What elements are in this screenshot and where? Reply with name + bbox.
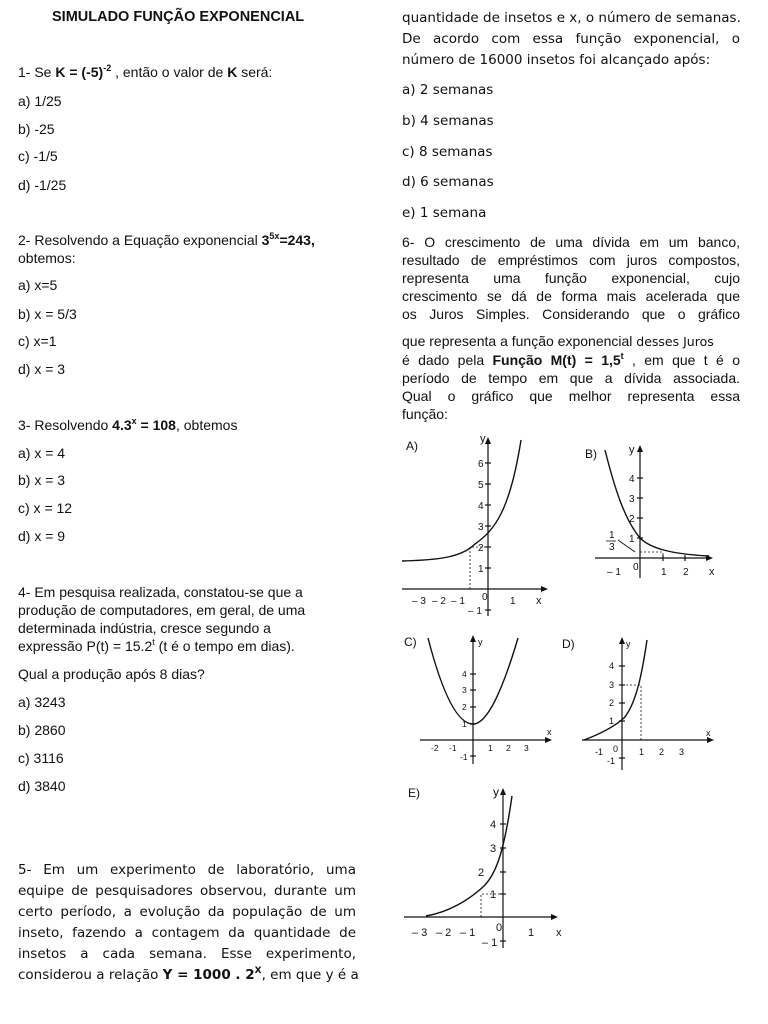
question-4-line4 xyxy=(18,637,295,655)
graph-c-ytick-1: 1 xyxy=(462,719,467,729)
q1-option-d[interactable]: d) -1/25 xyxy=(18,177,67,193)
q6-line3: representa uma função exponencial, cujo xyxy=(402,270,740,286)
q1-k: K xyxy=(227,64,238,80)
q2-option-a[interactable]: a) x=5 xyxy=(18,277,58,293)
graph-b-xtick-neg1: – 1 xyxy=(607,567,621,578)
graph-e-ytick-neg1: – 1 xyxy=(482,937,498,949)
graph-a-x-label: x xyxy=(536,595,542,607)
graph-d-x-label: x xyxy=(706,728,711,738)
q1-option-b[interactable]: b) -25 xyxy=(18,121,55,137)
q5-option-e[interactable]: e) 1 semana xyxy=(402,205,487,221)
graph-c-x-arrow xyxy=(545,737,552,743)
q5-cont-line2: De acordo com essa função exponencial, o xyxy=(402,31,740,47)
graph-b-x-label: x xyxy=(709,566,715,578)
q6-line7-pre: é dado pela xyxy=(402,352,493,368)
graph-c-y-arrow xyxy=(470,635,476,642)
graph-a-x-arrow xyxy=(541,586,548,592)
q5-line5: insetos a cada semana. Esse experimento, xyxy=(18,946,356,962)
q5-option-d[interactable]: d) 6 semanas xyxy=(402,174,494,190)
q3-option-b[interactable]: b) x = 3 xyxy=(18,472,66,488)
graph-a-xtick-1: 1 xyxy=(510,596,516,607)
q3-exponent: x xyxy=(131,416,137,426)
graph-e-curve xyxy=(426,796,512,916)
q5-last-post: , em que y é a xyxy=(261,967,359,983)
graph-d-ytick-2: 2 xyxy=(609,698,615,708)
graph-c-ytick-2: 2 xyxy=(462,702,467,712)
graph-b-xtick-0: 0 xyxy=(633,562,639,573)
q1-post: será: xyxy=(237,64,273,80)
graph-a-ytick-3: 3 xyxy=(478,522,484,533)
graph-a-xtick-neg1: – 1 xyxy=(451,596,465,607)
question-2-prompt xyxy=(18,231,315,249)
q2-exponent: 5x xyxy=(269,231,280,241)
graph-a-xtick-neg3: – 3 xyxy=(412,596,426,607)
q6-line9: Qual o gráfico que melhor representa essa xyxy=(402,388,740,404)
q4-line4-post: (t é o tempo em dias). xyxy=(154,638,295,654)
graph-e-xtick-1: 1 xyxy=(528,927,535,939)
q5-cont-line3: número de 16000 insetos foi alcançado após: xyxy=(402,52,711,68)
graph-a-y-arrow xyxy=(485,437,491,444)
graph-b-y-label: y xyxy=(629,444,635,456)
graph-c-x-label: x xyxy=(547,727,552,737)
q3-rhs: = 108 xyxy=(136,417,176,433)
q3-option-a[interactable]: a) x = 4 xyxy=(18,445,66,461)
graph-e-xtick-neg1: – 1 xyxy=(460,927,476,939)
q1-mid: , então o valor de xyxy=(111,64,228,80)
graph-e-x-label: x xyxy=(556,927,562,939)
graph-c-xtick-2: 2 xyxy=(506,743,511,753)
q6-line10: função: xyxy=(402,406,448,422)
graph-b-xtick-2: 2 xyxy=(683,567,689,578)
graph-b-label: B) xyxy=(585,447,597,461)
graph-a-ytick-1: 1 xyxy=(478,564,484,575)
graph-b-y-arrow xyxy=(637,445,643,452)
q3-pre: 3- Resolvendo xyxy=(18,417,113,433)
graph-b-ytick-2: 2 xyxy=(629,514,635,525)
q6-line4: crescimento se dá de forma mais acelerada que xyxy=(402,288,740,304)
q5-option-c[interactable]: c) 8 semanas xyxy=(402,144,493,160)
graph-b-guide xyxy=(640,552,663,558)
graph-d-xtick-neg1: -1 xyxy=(595,747,604,757)
question-4-line2: produção de computadores, em geral, de uma xyxy=(18,602,306,618)
graph-a-ytick-5: 5 xyxy=(478,480,484,491)
q5-cont-line1: quantidade de insetos e x, o número de semanas. xyxy=(402,10,741,26)
graph-d-xtick-3: 3 xyxy=(679,747,685,757)
graph-a-ytick-neg1: – 1 xyxy=(468,606,482,617)
question-5-text xyxy=(18,860,359,986)
graph-e-xtick-0: 0 xyxy=(496,922,503,934)
q2-pre: 2- Resolvendo a Equação exponencial xyxy=(18,232,262,248)
graph-a-y-label: y xyxy=(480,433,486,445)
graph-b-xtick-1: 1 xyxy=(661,567,667,578)
q4-option-a[interactable]: a) 3243 xyxy=(18,694,66,710)
question-3-prompt xyxy=(18,416,237,434)
graph-d-xtick-0: 0 xyxy=(613,744,619,754)
question-4-line3: determinada indústria, cresce segundo a xyxy=(18,620,271,636)
q5-option-b[interactable]: b) 4 semanas xyxy=(402,113,494,129)
question-4-line1: 4- Em pesquisa realizada, constatou-se que a xyxy=(18,584,303,600)
q6-line1: 6- O crescimento de uma dívida em um banco, xyxy=(402,234,740,250)
graph-c-xtick-neg1: -1 xyxy=(449,743,457,753)
graph-b-ytick-3: 3 xyxy=(629,494,635,505)
graph-e-ytick-3: 3 xyxy=(490,843,497,855)
q1-exponent: -2 xyxy=(103,63,112,73)
question-4-question: Qual a produção após 8 dias? xyxy=(18,666,205,682)
graph-c-xtick-1: 1 xyxy=(488,743,493,753)
graph-d-ytick-3: 3 xyxy=(609,680,615,690)
graph-a-xtick-neg2: – 2 xyxy=(432,596,446,607)
q3-option-d[interactable]: d) x = 9 xyxy=(18,528,66,544)
q6-line6 xyxy=(402,332,714,351)
graph-b-ytick-1: 1 xyxy=(629,534,635,545)
question-6-text-end xyxy=(402,351,740,423)
graph-c-xtick-neg2: -2 xyxy=(431,743,439,753)
graph-e-x-arrow xyxy=(551,914,558,920)
graph-c[interactable] xyxy=(402,632,557,767)
graph-d-y-arrow xyxy=(619,637,625,644)
graph-c-y-label: y xyxy=(478,637,483,647)
graph-d-xtick-1: 1 xyxy=(639,747,645,757)
question-6-text xyxy=(402,233,740,323)
q5-line6 xyxy=(18,965,359,986)
q6-line7 xyxy=(402,351,740,369)
graph-e-y-arrow xyxy=(500,788,506,795)
q4-option-b[interactable]: b) 2860 xyxy=(18,722,66,738)
graph-c-xtick-3: 3 xyxy=(524,743,529,753)
q3-post: , obtemos xyxy=(175,417,238,433)
graph-d[interactable] xyxy=(560,634,720,772)
q2-option-b[interactable]: b) x = 5/3 xyxy=(18,306,77,322)
q6-line7-post: , em que t é o xyxy=(623,352,740,368)
q6-line2: resultado de empréstimos com juros compostos, xyxy=(402,252,740,268)
graph-d-guide xyxy=(622,685,641,740)
q1-option-a[interactable]: a) 1/25 xyxy=(18,93,62,109)
q2-option-c[interactable]: c) x=1 xyxy=(18,333,57,349)
graph-e-y-label: y xyxy=(493,785,499,799)
graph-c-ytick-neg1: -1 xyxy=(460,752,468,762)
q6-line8: período de tempo em que a dívida associada. xyxy=(402,370,740,386)
q5-option-a[interactable]: a) 2 semanas xyxy=(402,82,494,98)
graph-b-frac-den: 3 xyxy=(609,542,615,553)
graph-c-label: C) xyxy=(404,635,417,649)
q3-expression: 4.3 xyxy=(112,417,132,433)
q1-pre: 1- Se xyxy=(18,64,56,80)
question-2-prompt-line2: obtemos: xyxy=(18,250,76,266)
q4-option-c[interactable]: c) 3116 xyxy=(18,750,64,766)
graph-a-ytick-2: 2 xyxy=(478,543,484,554)
graph-b-ytick-4: 4 xyxy=(629,474,635,485)
q1-option-c[interactable]: c) -1/5 xyxy=(18,148,58,164)
q5-line2: equipe de pesquisadores observou, durante um xyxy=(18,883,356,899)
q4-option-d[interactable]: d) 3840 xyxy=(18,778,66,794)
graph-a-label: A) xyxy=(406,439,418,453)
graph-e-xtick-neg3: – 3 xyxy=(412,927,428,939)
graph-b-frac-num: 1 xyxy=(609,530,615,541)
page-title: SIMULADO FUNÇÃO EXPONENCIAL xyxy=(52,9,305,25)
graph-a-ytick-6: 6 xyxy=(478,459,484,470)
q2-base: 3 xyxy=(261,232,270,248)
q4-line4-pre: expressão P(t) = 15.2 xyxy=(18,638,153,654)
question-5-continuation xyxy=(402,8,740,71)
graph-d-ytick-1: 1 xyxy=(609,716,615,726)
q1-k-expression: K = (-5) xyxy=(55,64,104,80)
q5-line4: inseto, fazendo a contagem da quantidade de xyxy=(18,925,356,941)
q6-line6-a: que representa a função exponencial xyxy=(402,333,637,349)
q2-rhs: =243, xyxy=(279,232,315,248)
graph-d-label: D) xyxy=(562,637,575,651)
graph-e-label: E) xyxy=(408,786,420,800)
graph-e-ytick-2: 2 xyxy=(478,867,485,879)
graph-e-ytick-4: 4 xyxy=(490,819,497,831)
q5-last-pre: considerou a relação xyxy=(18,967,163,983)
graph-d-ytick-neg1: -1 xyxy=(607,756,616,766)
graph-d-xtick-2: 2 xyxy=(659,747,665,757)
graph-a-ytick-4: 4 xyxy=(478,501,484,512)
question-1-prompt xyxy=(18,63,272,81)
q2-option-d[interactable]: d) x = 3 xyxy=(18,361,66,377)
graph-e-xtick-neg2: – 2 xyxy=(436,927,452,939)
q5-line3: certo período, a evolução da população de um xyxy=(18,904,356,920)
graph-c-ytick-4: 4 xyxy=(462,669,467,679)
q6-exponent: t xyxy=(620,351,624,361)
graph-d-curve xyxy=(584,640,647,740)
q3-option-c[interactable]: c) x = 12 xyxy=(18,500,73,516)
q5-line1: 5- Em um experimento de laboratório, uma xyxy=(18,862,356,878)
graph-d-y-label: y xyxy=(626,639,631,649)
q6-line6-b: desses Juros xyxy=(636,334,714,349)
graph-a-curve xyxy=(402,440,521,561)
graph-a[interactable] xyxy=(400,430,550,620)
graph-c-ytick-3: 3 xyxy=(462,685,467,695)
q5-exponent: X xyxy=(254,966,262,976)
graph-e-ytick-1: 1 xyxy=(490,889,497,901)
graph-e[interactable] xyxy=(404,782,569,952)
graph-b-curve xyxy=(605,450,709,556)
graph-a-xtick-0: 0 xyxy=(482,592,488,603)
graph-b[interactable] xyxy=(585,440,720,580)
q6-line5: os Juros Simples. Considerando que o gráfico xyxy=(402,306,740,322)
q6-function: Função M(t) = 1,5 xyxy=(492,352,621,368)
q4-exponent: t xyxy=(152,637,155,647)
graph-d-ytick-4: 4 xyxy=(609,661,615,671)
q5-formula: Y = 1000 . 2 xyxy=(162,967,255,983)
